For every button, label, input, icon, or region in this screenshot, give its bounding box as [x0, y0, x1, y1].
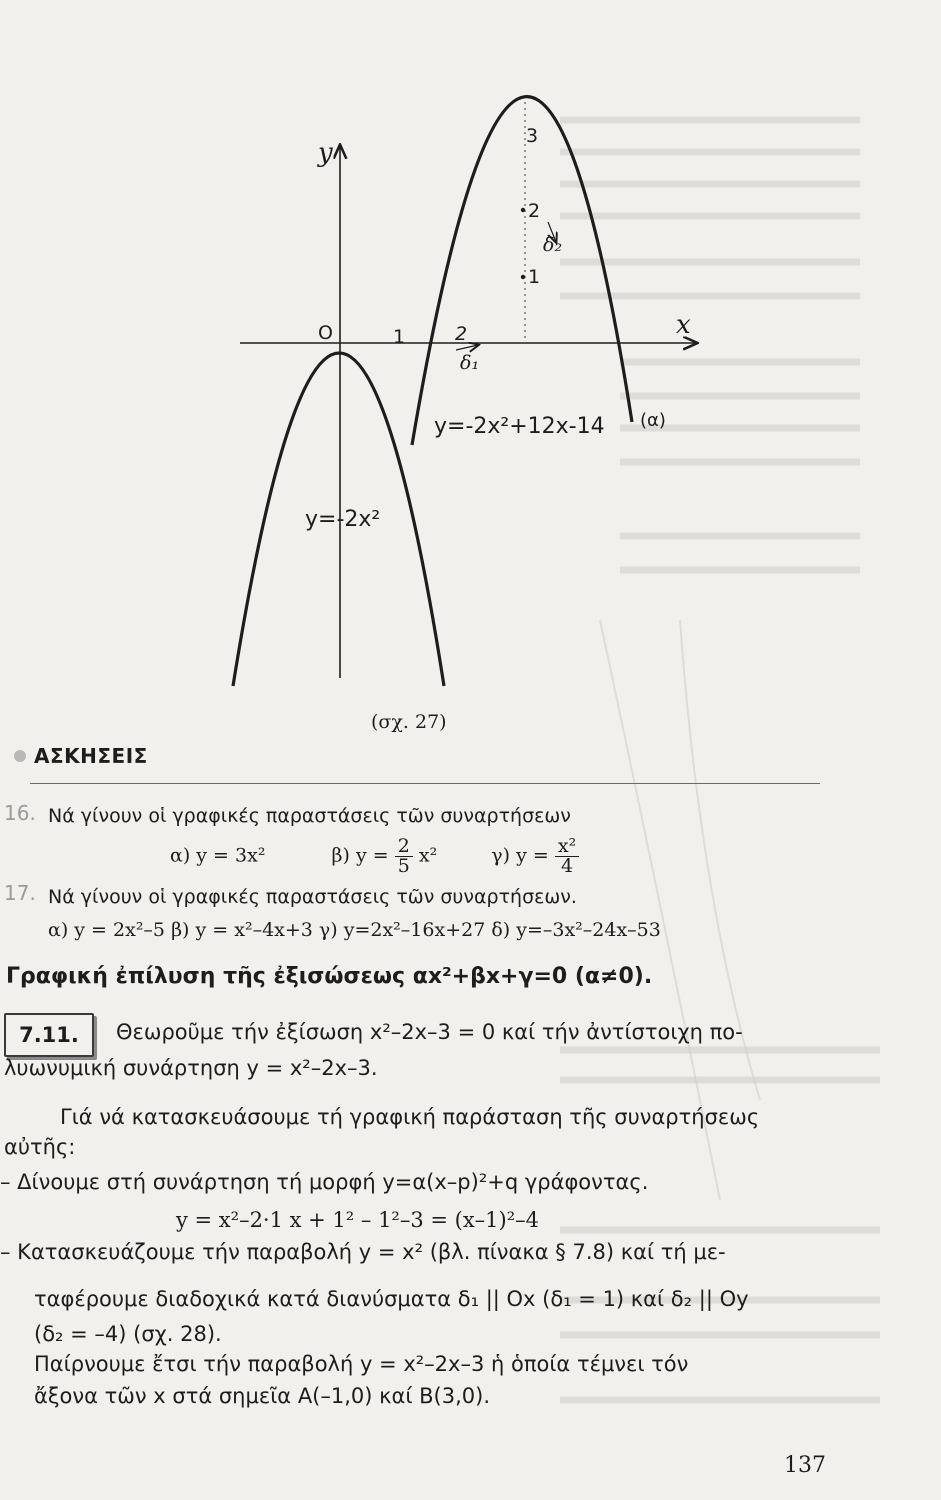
parabola-right-tag: (α): [640, 410, 666, 431]
sec711-line2: λυωνυμική συνάρτηση y = x²–2x–3.: [4, 1056, 378, 1080]
vector-d1-arrow: [456, 345, 478, 350]
vector-d2-label: δ₂: [543, 234, 563, 256]
y-axis-label: y: [318, 138, 333, 168]
figure-caption: (σχ. 27): [371, 711, 447, 733]
final-line1: Παίρνουμε ἔτσι τήν παραβολή y = x²–2x–3 ἡ ὁποία τέμνει τόν: [34, 1352, 689, 1376]
section-divider: [30, 783, 820, 784]
section-number: 7.11.: [19, 1023, 79, 1047]
step2-line3: (δ₂ = –4) (σχ. 28).: [34, 1322, 222, 1346]
section-title: Γραφική ἐπίλυση τῆς ἐξισώσεως αx²+βx+γ=0 (α≠0).: [6, 964, 653, 989]
exercise-17-text: Νά γίνουν οἱ γραφικές παραστάσεις τῶν συναρτήσεων.: [48, 886, 577, 908]
bullet-icon: [14, 750, 26, 762]
exercise-16-c-prefix: γ) y =: [491, 844, 549, 867]
vector-d1-label: δ₁: [460, 352, 480, 374]
exercises-heading-text: ΑΣΚΗΣΕΙΣ: [34, 744, 148, 768]
y-tick-1: 1: [528, 266, 541, 288]
exercise-16-formulas: [170, 837, 579, 876]
step2-line2: ταφέρουμε διαδοχικά κατά διανύσματα δ₁ || Ox (δ₁ = 1) καί δ₂ || Oy: [34, 1287, 749, 1311]
equation-completed-square: y = x²–2·1 x + 1² – 1²–3 = (x–1)²–4: [176, 1208, 540, 1232]
exercise-16-b-prefix: β) y =: [331, 844, 389, 867]
exercise-16-b-suffix: x²: [418, 844, 438, 867]
sec711-line1: Θεωροῦμε τήν ἐξίσωση x²–2x–3 = 0 καί τήν ἀντίστοιχη πο-: [116, 1020, 743, 1044]
x-tick-2: 2: [455, 323, 468, 345]
exercise-17-items: α) y = 2x²–5 β) y = x²–4x+3 γ) y=2x²–16x+27 δ) y=–3x²–24x–53: [48, 919, 661, 941]
exercise-16-a: α) y = 3x²: [170, 844, 266, 867]
section-number-box: [4, 1013, 94, 1057]
fraction-2-5: $\frac{2}{5}$: [395, 837, 413, 876]
final-line2: ἄξονα τῶν x στά σημεῖα Α(–1,0) καί Β(3,0).: [34, 1384, 491, 1408]
step2-line1: – Κατασκευάζουμε τήν παραβολή y = x² (βλ. πίνακα § 7.8) καί τή με-: [0, 1240, 726, 1264]
y-tick-2: 2: [528, 200, 541, 222]
origin-label: O: [318, 322, 333, 344]
sec711-para-line2: αὐτῆς:: [4, 1135, 76, 1159]
exercise-16-number: 16.: [4, 801, 36, 825]
page-number: 137: [784, 1453, 826, 1478]
sec711-para-line1: Γιά νά κατασκευάσουμε τή γραφική παράσταση τῆς συναρτήσεως: [60, 1105, 760, 1129]
parabola-right-curve: [412, 97, 632, 445]
x-axis-label: x: [676, 310, 691, 340]
y-tick-3: 3: [526, 125, 539, 147]
step1-text: – Δίνουμε στή συνάρτηση τή μορφή y=α(x–p)²+q γράφοντας.: [0, 1170, 649, 1194]
exercises-heading: [14, 744, 148, 768]
parabola-right-label: y=-2x²+12x-14: [434, 414, 605, 439]
exercise-16-text: Νά γίνουν οἱ γραφικές παραστάσεις τῶν συναρτήσεων: [48, 805, 571, 827]
fraction-x2-4: $\frac{\text{x²}}{4}$: [555, 837, 579, 876]
x-tick-1: 1: [393, 326, 406, 348]
exercise-17-number: 17.: [4, 881, 36, 905]
parabola-left-label: y=-2x²: [305, 507, 381, 532]
